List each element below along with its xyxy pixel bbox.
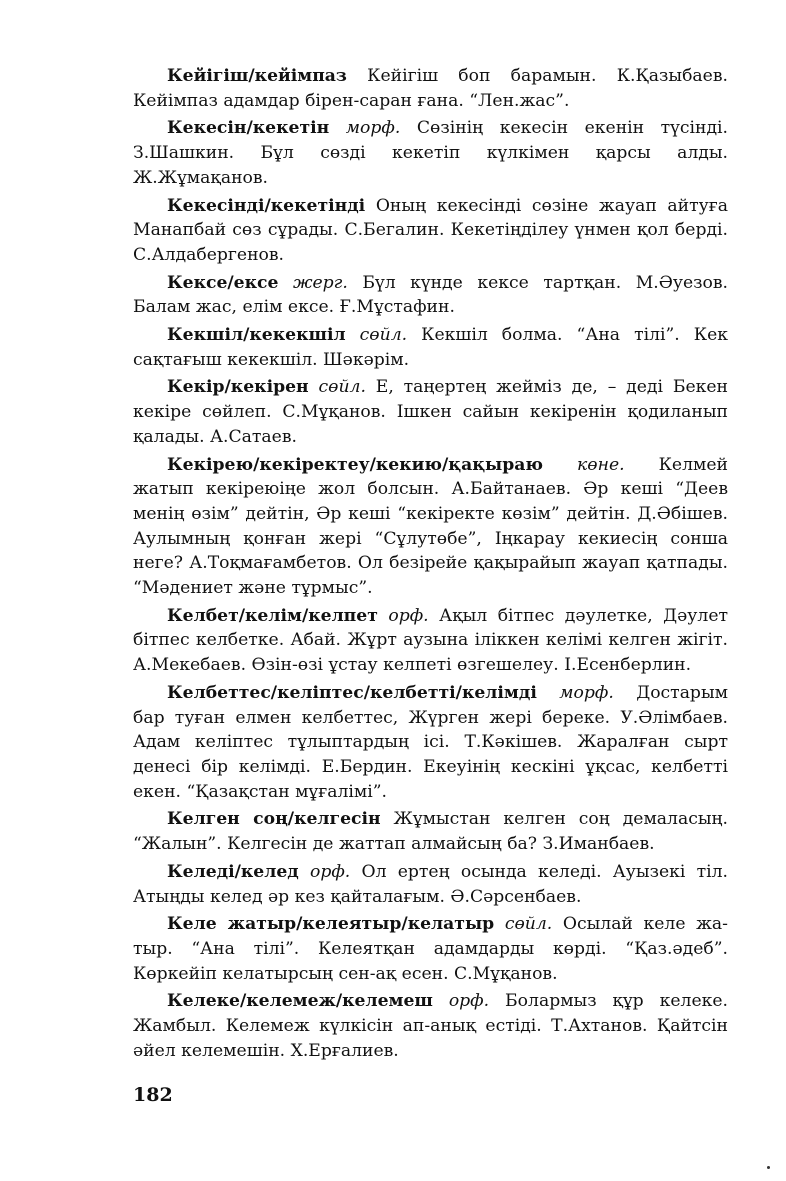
dictionary-entry <box>133 453 728 601</box>
entry-label: сөйл. <box>318 377 366 398</box>
entry-label: морф. <box>345 118 401 139</box>
entry-label: орф. <box>388 605 429 626</box>
entry-headword: Кексе/ексе <box>167 272 279 293</box>
entry-text: Сөзінің кекесін екенін түсінді. З.Шашкин. Бұл сөзді кекетіп күлкімен қарсы алды. Ж.Жұмақанов. <box>133 118 728 188</box>
entry-text: Оның кекесінді сөзіне жауап айтуға Манапбай сөз сұрады. С.Бегалин. Кекетіңділеу үнмен қол берді. С.Алдабергенов. <box>133 195 729 265</box>
dictionary-entry <box>133 912 728 986</box>
entry-text: Достарым бар туған елмен келбеттес, Жүрген жері береке. У.Әлімбаев. Адам келіптес тұлыптардың ісі. Т.Кәкішев. Жаралған сырт денесі бір келімді. Е.Бердин. Екеуінің кескіні ұқсас, келбетті екен. “Қазақстан мұғалімі”. <box>133 682 728 802</box>
page-number: 182 <box>133 1084 173 1106</box>
entry-text: Кейігіш боп барамын. К.Қазыбаев. Кейімпаз адамдар бірен-саран ғана. “Лен.жас”. <box>133 66 728 111</box>
entry-headword: Келеке/келемеж/келемеш <box>167 991 433 1012</box>
entries-column <box>133 64 728 1066</box>
entry-headword: Кекесін/кекетін <box>167 118 330 139</box>
entry-label: сөйл. <box>504 914 553 935</box>
entry-headword: Келбет/келім/келпет <box>167 605 378 626</box>
entry-text: Келмей жатып кекіреюіңе жол болсын. А.Байтанаев. Әр кеші “Деев менің өзім” дейтін, Әр кеші “кекіректе көзім” дейтін. Д.Әбішев. Аулымның қонған жері “Сұлутөбе”, Іңкарау кекиесің сонша неге? А.Тоқмағамбетов. Ол безірейе қақырайып жауап қатпады. “Мәдениет және тұрмыс”. <box>133 454 728 599</box>
entry-label: сөйл. <box>359 325 408 346</box>
entry-label: көне. <box>577 454 625 475</box>
dictionary-entry <box>133 116 728 190</box>
entry-headword: Келеді/келед <box>167 861 299 882</box>
entry-headword: Кекесінді/кекетінді <box>167 195 366 216</box>
entry-label: орф. <box>448 991 490 1012</box>
entry-headword: Кекшіл/кекекшіл <box>167 325 346 346</box>
dictionary-entry <box>133 681 728 805</box>
entry-headword: Келбеттес/келіптес/келбетті/келімді <box>167 682 537 703</box>
entry-text: Бүл күнде кексе тартқан. М.Әуезов. Балам жас, елім ексе. Ғ.Мұстафин. <box>133 272 728 318</box>
entry-headword: Кекір/кекірен <box>167 377 309 398</box>
print-speck <box>767 1166 770 1169</box>
entry-label: орф. <box>309 861 351 882</box>
entry-text: Ақыл бітпес дәулетке, Дәулет бітпес келбетке. Абай. Жұрт аузына іліккен келімі келген жігіт. А.Мекебаев. Өзін-өзі ұстау келпеті өзгешелеу. І.Есенберлин. <box>133 605 729 676</box>
dictionary-entry <box>133 860 728 909</box>
entry-text: Жұмыстан келген соң демаласың. “Жалын”. Келгесін де жаттап алмайсың ба? З.Иманбаев. <box>133 809 729 855</box>
dictionary-entry <box>133 64 728 113</box>
entry-label: морф. <box>559 682 614 703</box>
dictionary-entry <box>133 375 728 449</box>
dictionary-entry <box>133 194 728 268</box>
dictionary-entry <box>133 807 728 856</box>
dictionary-entry <box>133 604 728 678</box>
dictionary-entry <box>133 989 728 1063</box>
dictionary-entry <box>133 271 728 320</box>
dictionary-entry <box>133 323 728 372</box>
entry-headword: Кекірею/кекіректеу/кекию/қақыраю <box>167 454 544 475</box>
entry-text: Ол ертең осында келеді. Ауызекі тіл. Атыңды келед әр кез қайталағым. Ә.Сәрсенбаев. <box>133 861 728 907</box>
entry-text: Е, таңертең жейміз де, – деді Бекен кекіре сөйлеп. С.Мұқанов. Ішкен сайын кекіренін қодиланып қалады. А.Сатаев. <box>133 377 728 447</box>
entry-headword: Келе жатыр/келеятыр/келатыр <box>167 914 495 935</box>
entry-text: Осылай келе жатыр. “Ана тілі”. Келеятқан адамдарды көрді. “Қаз.әдеб”. Көркейіп келатырсың сен-ақ есен. С.Мұқанов. <box>133 914 728 984</box>
entry-headword: Кейігіш/кейімпаз <box>167 66 347 86</box>
entry-label: жерг. <box>292 272 348 293</box>
entry-headword: Келген соң/келгесін <box>167 809 381 830</box>
entry-text: Болармыз құр келеке. Жамбыл. Келемеж күлкісін ап-анық естіді. Т.Ахтанов. Қайтсін әйел келемешін. Х.Ерғалиев. <box>133 991 728 1061</box>
entry-text: Кекшіл болма. “Ана тілі”. Кек сақтағыш кекекшіл. Шәкәрім. <box>133 325 728 370</box>
